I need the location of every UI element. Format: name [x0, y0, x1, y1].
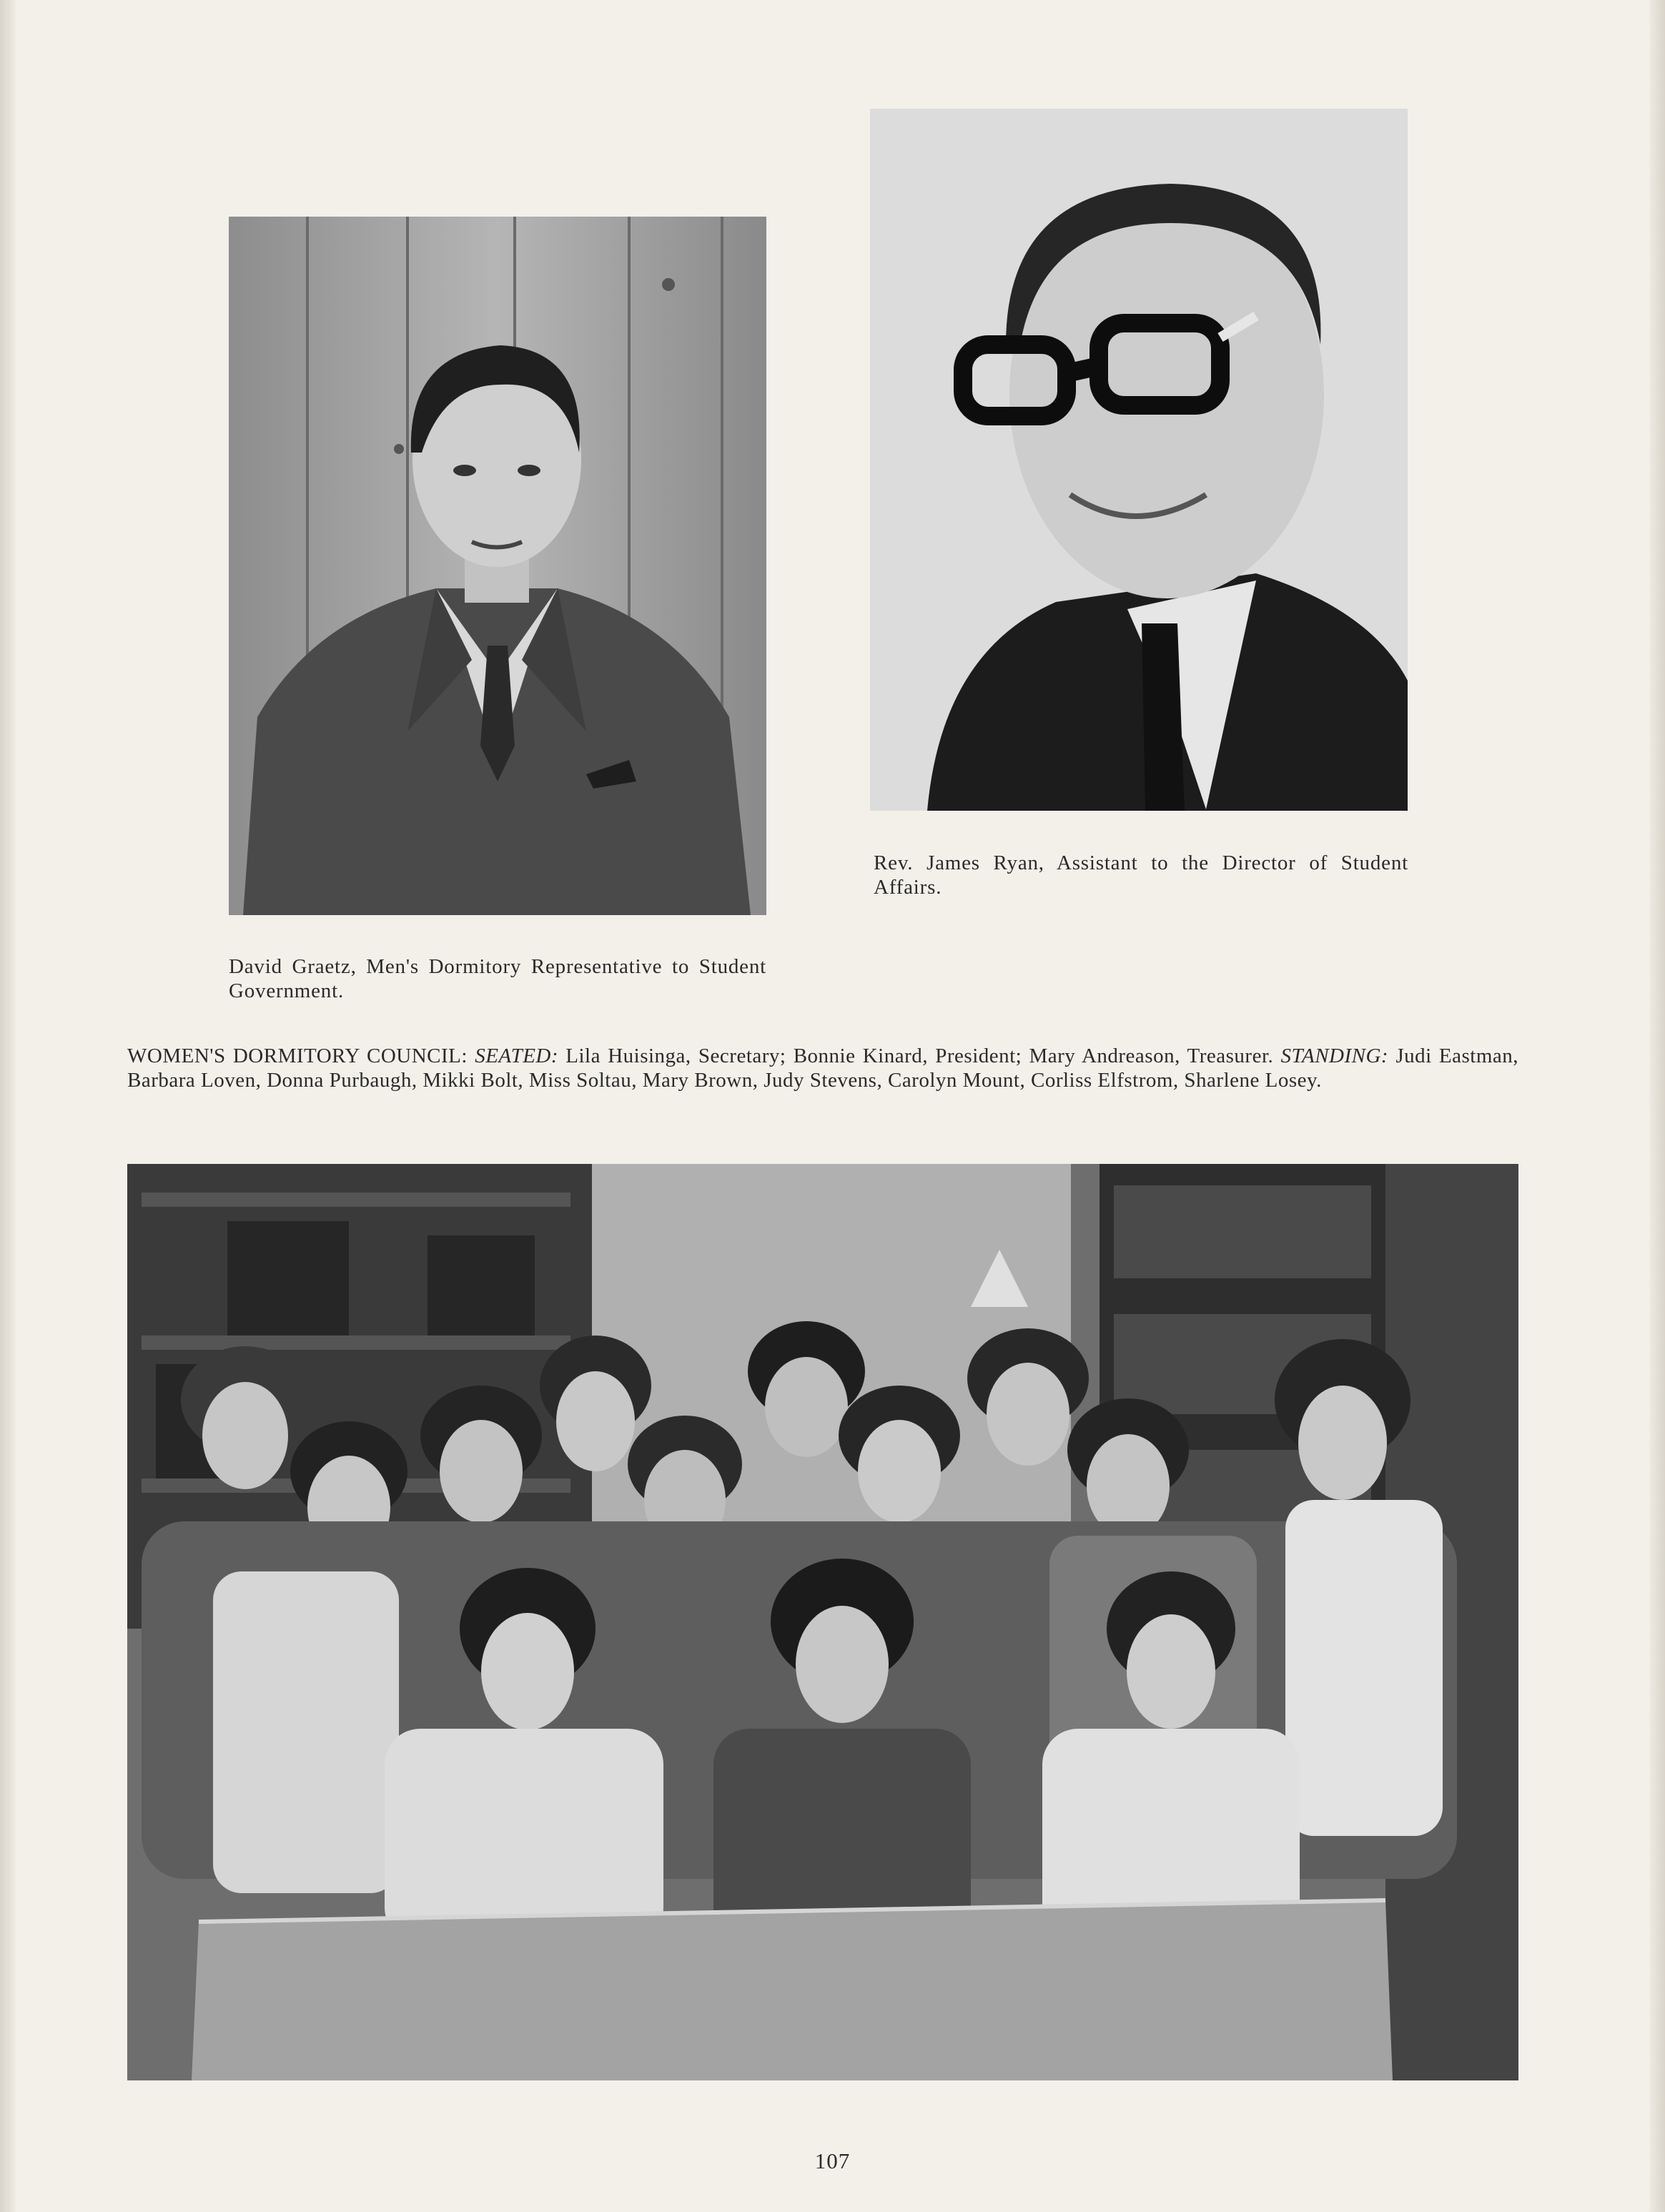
page-number: 107 — [814, 2148, 851, 2173]
standing-label: STANDING: — [1280, 1045, 1389, 1067]
photo-david-graetz — [229, 217, 766, 915]
seated-label: SEATED: — [475, 1045, 559, 1067]
group-photo-image — [127, 1164, 1518, 2080]
photo-womens-dormitory-council — [127, 1164, 1518, 2080]
caption-david-graetz: David Graetz, Men's Dormitory Representative to Student Government. — [229, 955, 766, 1002]
council-heading: WOMEN'S DORMITORY COUNCIL: — [127, 1045, 468, 1067]
portrait-graetz-image — [229, 217, 766, 915]
photo-james-ryan — [870, 109, 1408, 811]
page-edge-right — [1649, 0, 1665, 2212]
caption-james-ryan: Rev. James Ryan, Assistant to the Director of Student Affairs. — [874, 851, 1408, 899]
seated-names: Lila Huisinga, Secretary; Bonnie Kinard, President; Mary Andreason, Treasurer. — [565, 1045, 1274, 1067]
standing-names: Judi Eastman, Barbara Loven, Donna Purbaugh, Mikki Bolt, Miss Soltau, Mary Brown, Judy Stevens, Carolyn Mount, Corliss Elfstrom, Sharlene Losey. — [127, 1045, 1519, 1092]
council-caption — [127, 1044, 1518, 1092]
portrait-ryan-image — [870, 109, 1408, 811]
page-edge-left — [0, 0, 16, 2212]
